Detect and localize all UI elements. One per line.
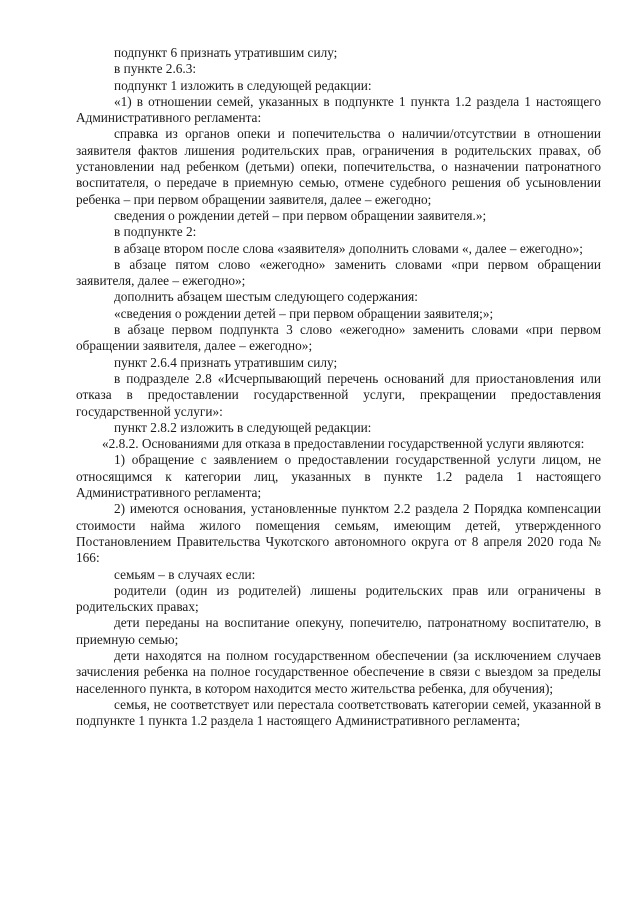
paragraph: сведения о рождении детей – при первом обращении заявителя.»;	[114, 207, 487, 223]
document-page	[76, 45, 601, 729]
paragraph: «2.8.2. Основаниями для отказа в предоставлении государственной услуги являются:	[102, 436, 585, 452]
paragraph: дополнить абзацем шестым следующего содержания:	[114, 289, 418, 305]
paragraph: в пункте 2.6.3:	[114, 61, 197, 77]
paragraph: пункт 2.6.4 признать утратившим силу;	[114, 354, 338, 370]
paragraph: в подразделе 2.8 «Исчерпывающий перечень оснований для приостановления или отказа в предоставлении государственной услуги, прекращении предоставления государственной услуги»:	[76, 370, 601, 419]
paragraph: в абзаце пятом слово «ежегодно» заменить словами «при первом обращении заявителя, далее – ежегодно»;	[76, 256, 601, 289]
paragraph: справка из органов опеки и попечительства о наличии/отсутствии в отношении заявителя фактов лишения родительских прав, ограничения в родительских правах, об установлении над ребенком (детьми) опеки, попечительства, о назначении патронатного воспитателя, о передаче в приемную семью, отмене судебного решения об усыновлении ребенка – при первом обращении заявителя, далее – ежегодно;	[76, 126, 601, 207]
paragraph: родители (один из родителей) лишены родительских прав или ограничены в родительских правах;	[76, 582, 601, 615]
paragraph: дети переданы на воспитание опекуну, попечителю, патронатному воспитателю, в приемную семью;	[76, 615, 601, 647]
paragraph: 1) обращение с заявлением о предоставлении государственной услуги лицом, не относящимся к категории лиц, указанных в пункте 1.2 радела 1 настоящего Административного регламента;	[76, 452, 601, 501]
paragraph: подпункт 1 изложить в следующей редакции:	[114, 77, 372, 93]
paragraph: подпункт 6 признать утратившим силу;	[114, 45, 338, 60]
paragraph: в подпункте 2:	[114, 224, 197, 240]
paragraph: 2) имеются основания, установленные пунктом 2.2 раздела 2 Порядка компенсации стоимости найма жилого помещения семьям, имеющим детей, утвержденного Постановлением Правительства Чукотского автономного округа от 8 апреля 2020 года № 166:	[76, 501, 601, 566]
paragraph: «1) в отношении семей, указанных в подпункте 1 пункта 1.2 раздела 1 настоящего Административного регламента:	[76, 93, 601, 126]
paragraph: пункт 2.8.2 изложить в следующей редакции:	[114, 419, 372, 435]
paragraph: в абзаце первом подпункта 3 слово «ежегодно» заменить словами «при первом обращении заявителя, далее – ежегодно»;	[76, 322, 601, 354]
paragraph: семьям – в случаях если:	[114, 566, 256, 582]
paragraph: семья, не соответствует или перестала соответствовать категории семей, указанной в подпункте 1 пункта 1.2 раздела 1 настоящего Административного регламента;	[76, 696, 601, 729]
paragraph: в абзаце втором после слова «заявителя» дополнить словами «, далее – ежегодно»;	[114, 240, 583, 256]
paragraph: «сведения о рождении детей – при первом обращении заявителя;»;	[114, 305, 494, 321]
paragraph: дети находятся на полном государственном обеспечении (за исключением случаев зачисления ребенка на полное государственное обеспечение в связи с выездом за пределы населенного пункта, в котором находится место жительства ребенка, для обучения);	[76, 647, 601, 696]
